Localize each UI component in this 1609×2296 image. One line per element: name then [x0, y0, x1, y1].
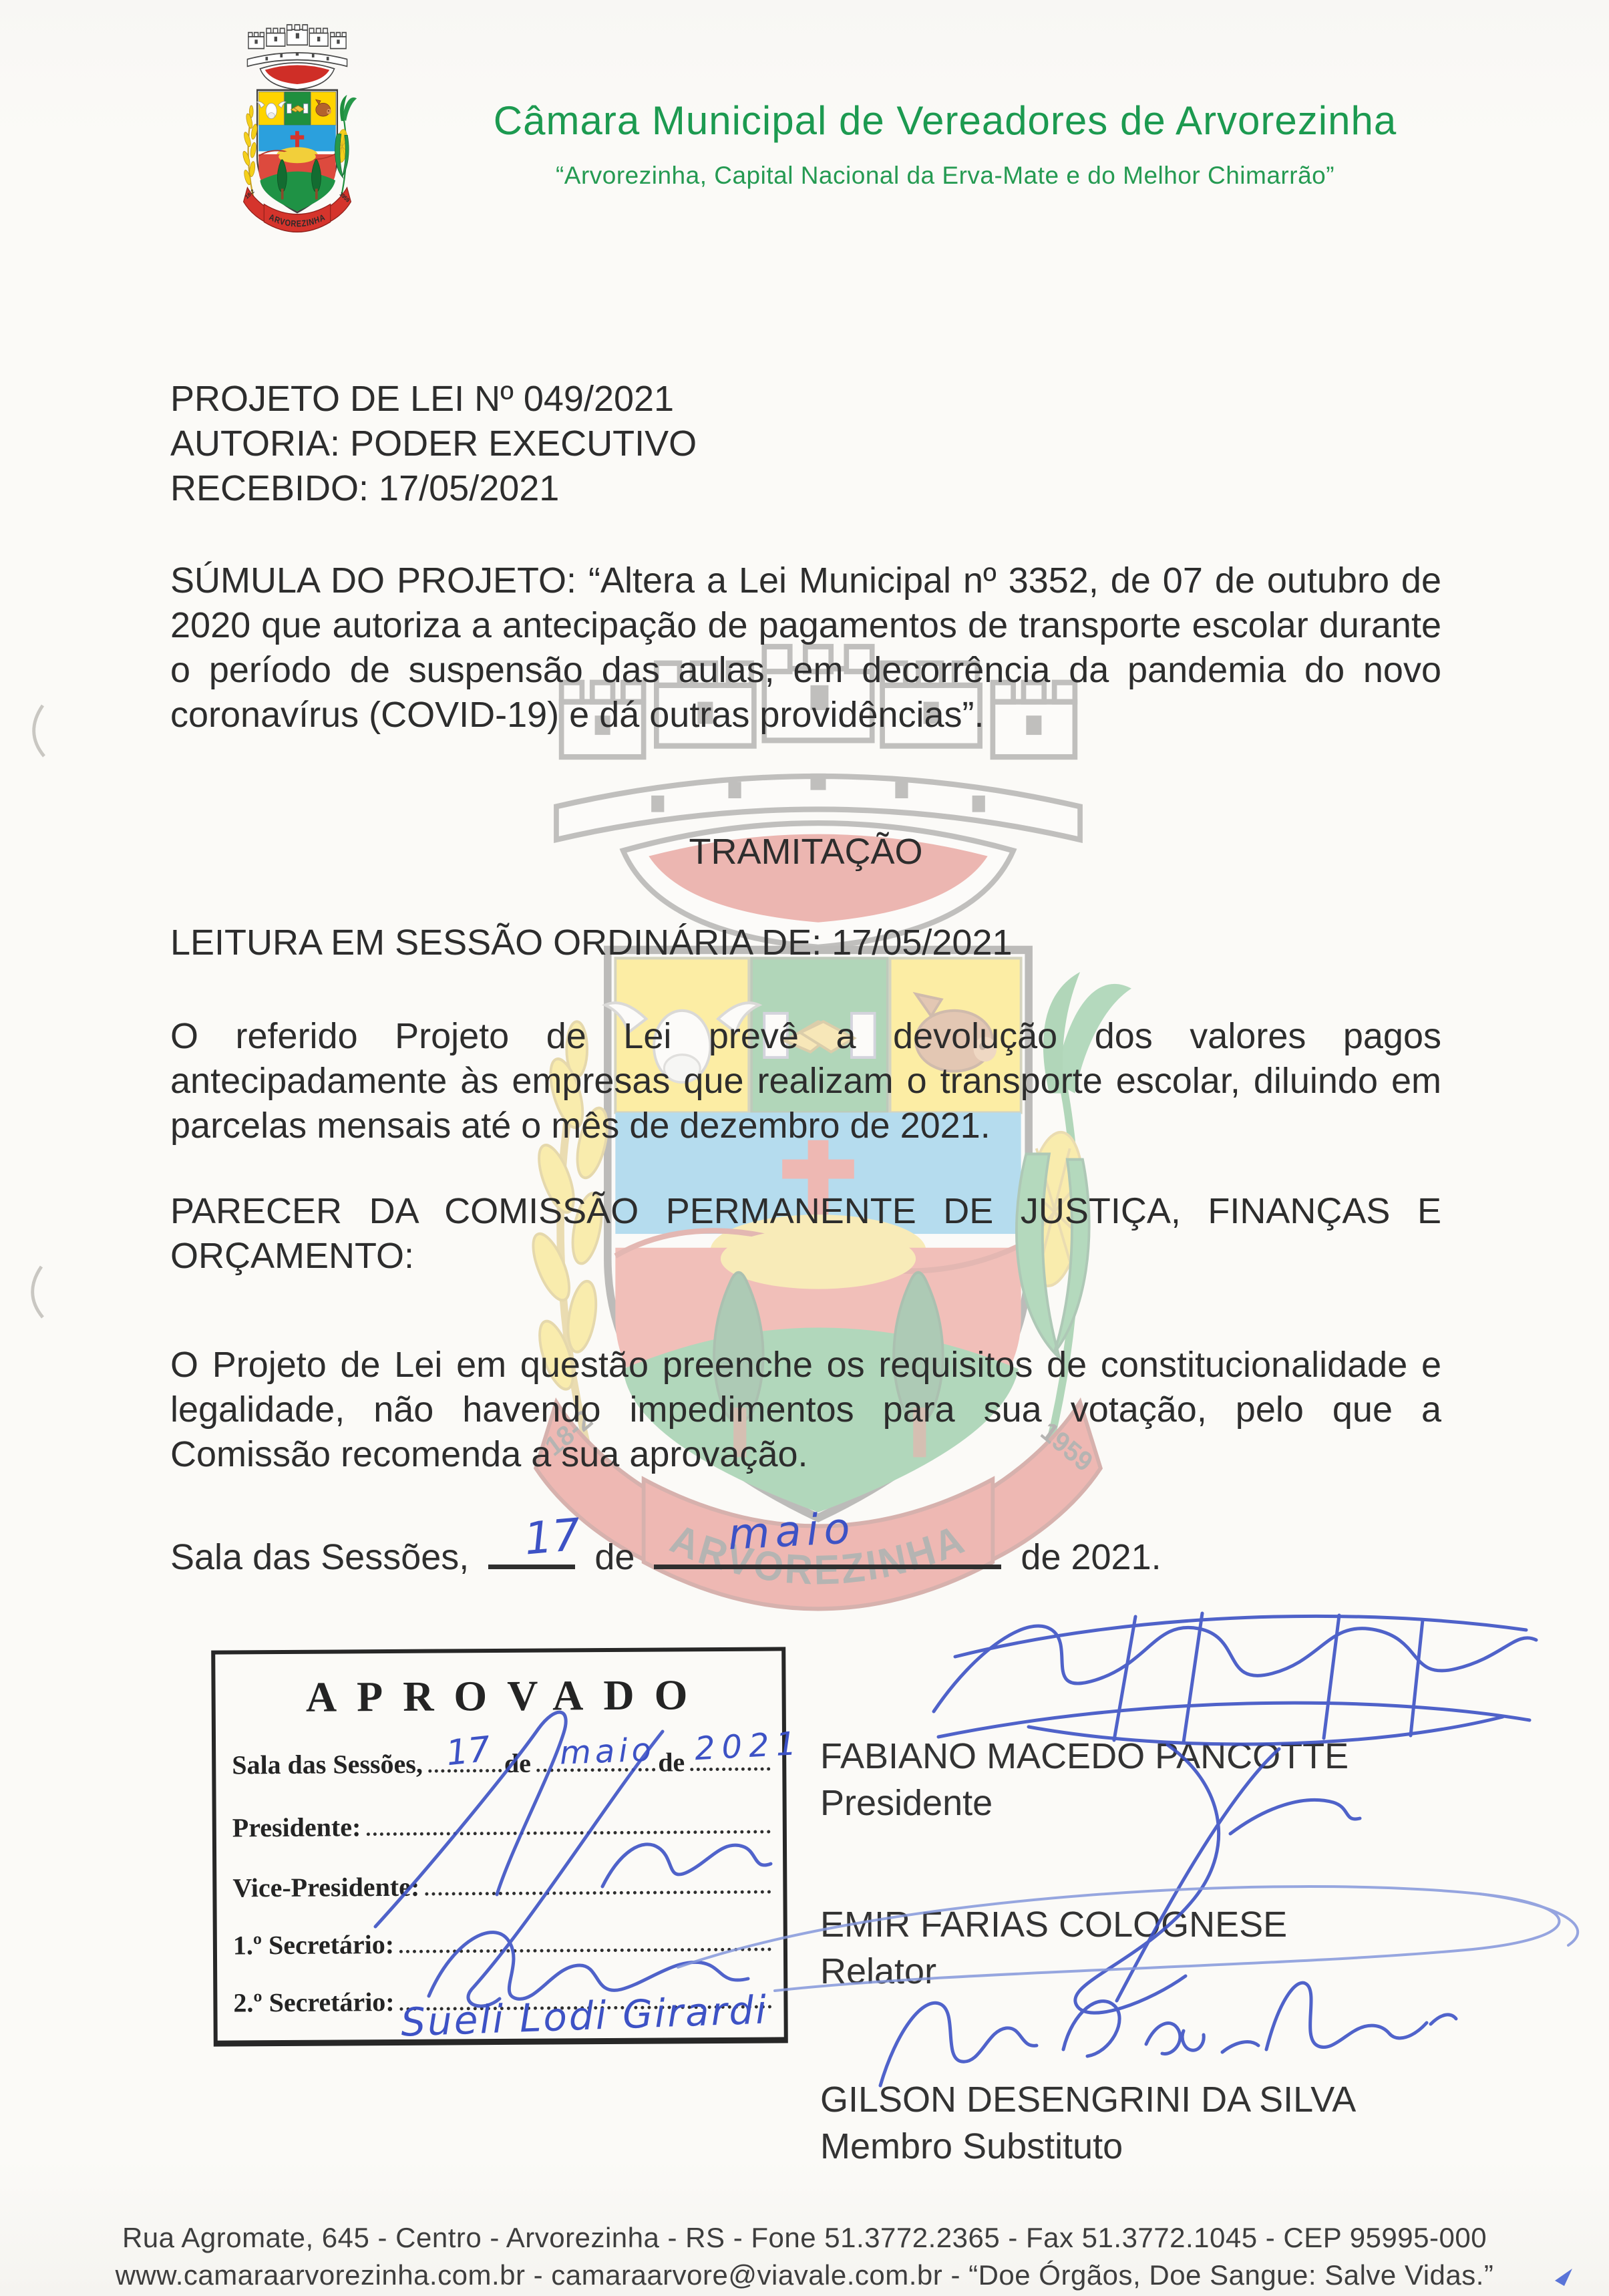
stamp-date-row — [232, 1746, 773, 1780]
stamp-row-vice: Vice-Presidente: — [232, 1868, 773, 1903]
signature-gilson — [880, 1983, 1456, 2086]
sala-prefix: Sala das Sessões, — [170, 1537, 470, 1577]
stamp-date-label: Sala das Sessões, — [232, 1748, 423, 1780]
secretary2-signature: Sueli Lodi Girardi — [399, 1987, 769, 2045]
sala-sessoes-line — [170, 1536, 1161, 1578]
sumula-paragraph: SÚMULA DO PROJETO: “Altera a Lei Municipal nº 3352, de 07 de outubro de 2020 que autoriza a antecipação de pagamentos de transporte escolar durante o período de suspensão das aulas, em decorrência da pandemia do novo coronavírus (COVID-19) e dá outras providências”. — [170, 560, 1441, 735]
signatory-2-name: EMIR FARIAS COLOGNESE — [820, 1905, 1288, 1945]
stamp-title: APROVADO — [305, 1671, 708, 1721]
stamp-de-1: de — [504, 1748, 531, 1778]
month-blank-line — [654, 1556, 1001, 1569]
handwritten-month: maio — [727, 1504, 857, 1560]
handwritten-day: 17 — [522, 1508, 583, 1565]
org-title: Câmara Municipal de Vereadores de Arvorezinha — [493, 98, 1397, 143]
stamp-row-secretario1: 1.º Secretário: — [233, 1926, 774, 1961]
parecer-heading: PARECER DA COMISSÃO PERMANENTE DE JUSTIÇA, FINANÇAS E ORÇAMENTO: — [170, 1191, 1441, 1276]
stamp-row-presidente: Presidente: — [232, 1808, 773, 1843]
stamp-de-2: de — [658, 1747, 685, 1778]
leitura-line: LEITURA EM SESSÃO ORDINÁRIA DE: 17/05/2021 — [170, 923, 1013, 963]
sala-suffix: de 2021. — [1021, 1537, 1161, 1577]
stamp-handwritten-month: maio — [559, 1731, 656, 1772]
doc-author-line: AUTORIA: PODER EXECUTIVO — [170, 424, 697, 464]
signatory-1-role: Presidente — [820, 1783, 993, 1823]
footer-web-line: www.camaraarvorezinha.com.br - camaraarvore@viavale.com.br - “Doe Órgãos, Doe Sangue: Salve Vidas.” — [115, 2259, 1494, 2291]
sala-de-1: de — [594, 1537, 635, 1577]
stamp-handwritten-day: 17 — [444, 1729, 493, 1774]
parecer-paragraph: O Projeto de Lei em questão preenche os requisitos de constitucionalidade e legalidade, não havendo impedimentos para sua votação, pelo que a Comissão recomenda a sua aprovação. — [170, 1345, 1441, 1474]
punch-hole-marks — [33, 705, 44, 1317]
aprovado-stamp — [211, 1647, 788, 2046]
doc-number-line: PROJETO DE LEI Nº 049/2021 — [170, 379, 675, 419]
signatory-3-name: GILSON DESENGRINI DA SILVA — [820, 2080, 1357, 2120]
stamp-handwritten-year: 2021 — [693, 1724, 804, 1768]
signatory-1-name: FABIANO MACEDO PANCOTTE — [820, 1736, 1349, 1776]
signatory-3-role: Membro Substituto — [820, 2126, 1123, 2166]
tramitacao-heading: TRAMITAÇÃO — [689, 832, 923, 872]
footer-address-line: Rua Agromate, 645 - Centro - Arvorezinha - RS - Fone 51.3772.2365 - Fax 51.3772.1045 - CEP 95995-000 — [122, 2222, 1487, 2253]
signature-emir — [1075, 1745, 1360, 2013]
org-subtitle: “Arvorezinha, Capital Nacional da Erva-Mate e do Melhor Chimarrão” — [555, 162, 1335, 189]
signatory-2-role: Relator — [820, 1951, 937, 1991]
stamp-row-secretario2: 2.º Secretário: — [233, 1983, 774, 2018]
doc-received-line: RECEBIDO: 17/05/2021 — [170, 468, 560, 508]
tramitacao-paragraph: O referido Projeto de Lei prevê a devolução dos valores pagos antecipadamente às empresas que realizam o transporte escolar, diluindo em parcelas mensais até o mês de dezembro de 2021. — [170, 1016, 1441, 1146]
